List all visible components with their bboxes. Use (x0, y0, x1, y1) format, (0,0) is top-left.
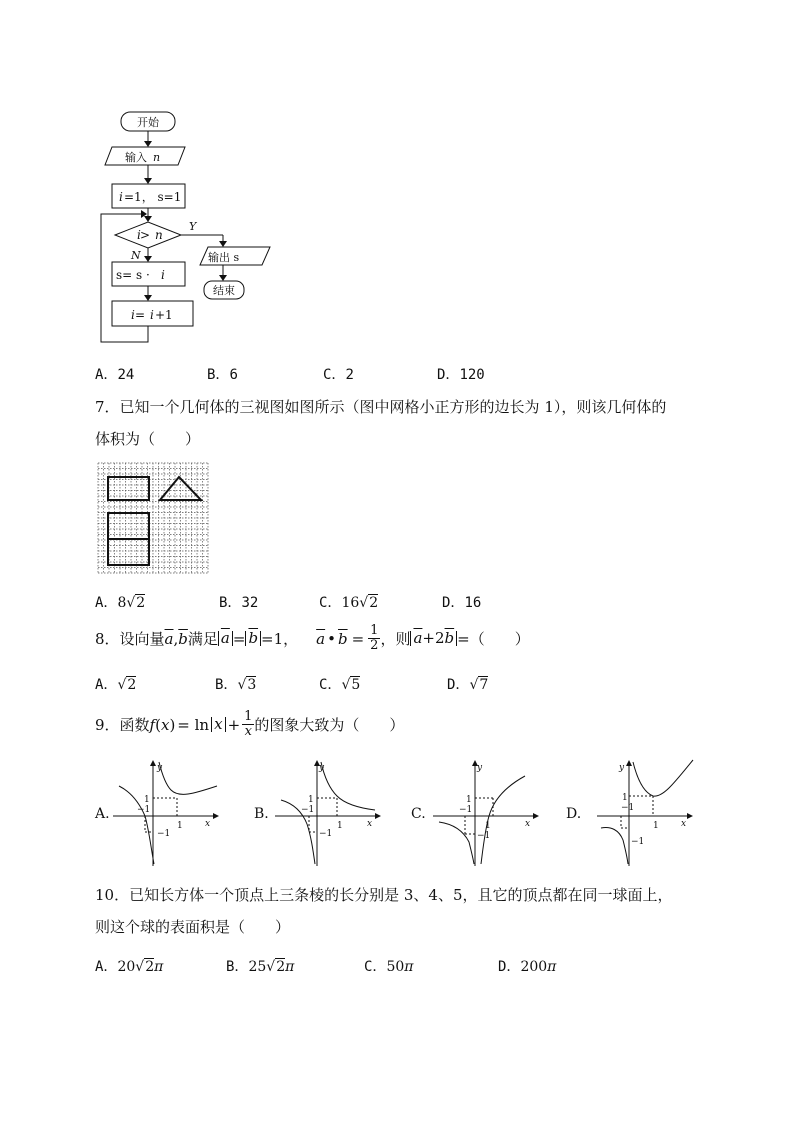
q8-option-c: C．√5 (319, 677, 361, 693)
init-i: i (119, 190, 123, 204)
flowchart (95, 105, 275, 350)
input-label: 输入 (125, 151, 147, 164)
q7-option-b: B．32 (219, 595, 259, 611)
svg-text:−1: −1 (319, 829, 333, 839)
svg-text:1: 1 (177, 821, 183, 831)
svg-text:1: 1 (653, 821, 659, 831)
end-label: 结束 (213, 284, 235, 297)
q7-option-d: D．16 (442, 595, 482, 611)
svg-text:−1: −1 (477, 831, 491, 841)
q10-line2: 则这个球的表面积是（ ） (95, 918, 291, 936)
init-rest: =1， s=1 (124, 190, 182, 204)
q10-option-d: D．200π (498, 959, 557, 975)
svg-text:1: 1 (466, 795, 472, 805)
svg-text:y: y (319, 763, 325, 773)
yes-label: Y (189, 220, 197, 233)
graph-c-letter: C. (411, 806, 426, 822)
q6-option-a: A．24 (95, 367, 135, 383)
q10-option-c: C．50π (364, 959, 414, 975)
three-view-grid (97, 462, 217, 578)
q9-stem: 9．函数 f ( x ) = ln x + $\frac{1}{x}$ 的图象大致为（ ） (95, 709, 405, 739)
q7-line2: 体积为（ ） (95, 430, 201, 448)
q8-option-a: A．√2 (95, 677, 137, 693)
q6-option-d: D．120 (437, 367, 485, 383)
incr-eq: = (135, 308, 146, 322)
svg-text:−1: −1 (621, 803, 635, 813)
graph-d (597, 758, 707, 866)
q7-line1: 7．已知一个几何体的三视图如图所示（图中网格小正方形的边长为 1），则该几何体的 (95, 398, 667, 416)
output-label: 输出 s (208, 251, 240, 264)
svg-text:x: x (367, 819, 373, 829)
graph-c (433, 758, 543, 866)
svg-text:1: 1 (337, 821, 343, 831)
graph-a-letter: A. (95, 806, 110, 822)
q7-option-a: A．8√2 (95, 595, 146, 611)
svg-text:y: y (477, 763, 483, 773)
q10-line1: 10．已知长方体一个顶点上三条棱的长分别是 3、4、5，且它的顶点都在同一球面上， (95, 886, 673, 904)
graph-a (113, 758, 223, 866)
svg-text:−1: −1 (631, 837, 645, 847)
cond-n: n (155, 228, 163, 242)
q10-option-b: B．25√2π (226, 959, 295, 975)
svg-text:1: 1 (308, 795, 314, 805)
multiply-i: i (161, 268, 165, 282)
cond-op: > (140, 228, 151, 242)
graph-b (275, 758, 385, 866)
input-var: n (153, 151, 161, 164)
svg-text:−1: −1 (459, 805, 473, 815)
q6-option-b: B．6 (207, 367, 238, 383)
q8-option-d: D．√7 (447, 677, 489, 693)
q8-option-b: B．√3 (215, 677, 257, 693)
svg-text:1: 1 (144, 795, 150, 805)
svg-text:y: y (157, 763, 163, 773)
q10-option-a: A．20√2π (95, 959, 164, 975)
svg-text:−1: −1 (137, 805, 151, 815)
q7-option-c: C．16√2 (319, 595, 379, 611)
start-label: 开始 (137, 116, 159, 129)
svg-text:1: 1 (485, 821, 491, 831)
svg-text:x: x (681, 819, 687, 829)
no-label: N (131, 249, 141, 262)
q8-stem: 8．设向量 $\overline{a}$ , $\overline{b}$ 满足 $\overline{a}$ = $\overline{b}$ =1， $\overline{a}$ • $\overline{b}$ = $\frac{1}{2}$ ，则 $\overline{a}+2\overline{b}$ =（ ） (95, 623, 530, 653)
multiply-label: s= s · (116, 268, 150, 282)
svg-text:y: y (619, 763, 625, 773)
incr-rest: +1 (155, 308, 173, 322)
cond-i: i (137, 228, 141, 242)
svg-text:x: x (525, 819, 531, 829)
svg-text:x: x (205, 819, 211, 829)
svg-text:−1: −1 (301, 805, 315, 815)
graph-d-letter: D. (566, 806, 582, 822)
incr-i: i (131, 308, 135, 322)
svg-text:1: 1 (622, 793, 628, 803)
graph-b-letter: B. (254, 806, 269, 822)
incr-i2: i (150, 308, 154, 322)
svg-text:−1: −1 (157, 829, 171, 839)
q6-option-c: C．2 (323, 367, 354, 383)
